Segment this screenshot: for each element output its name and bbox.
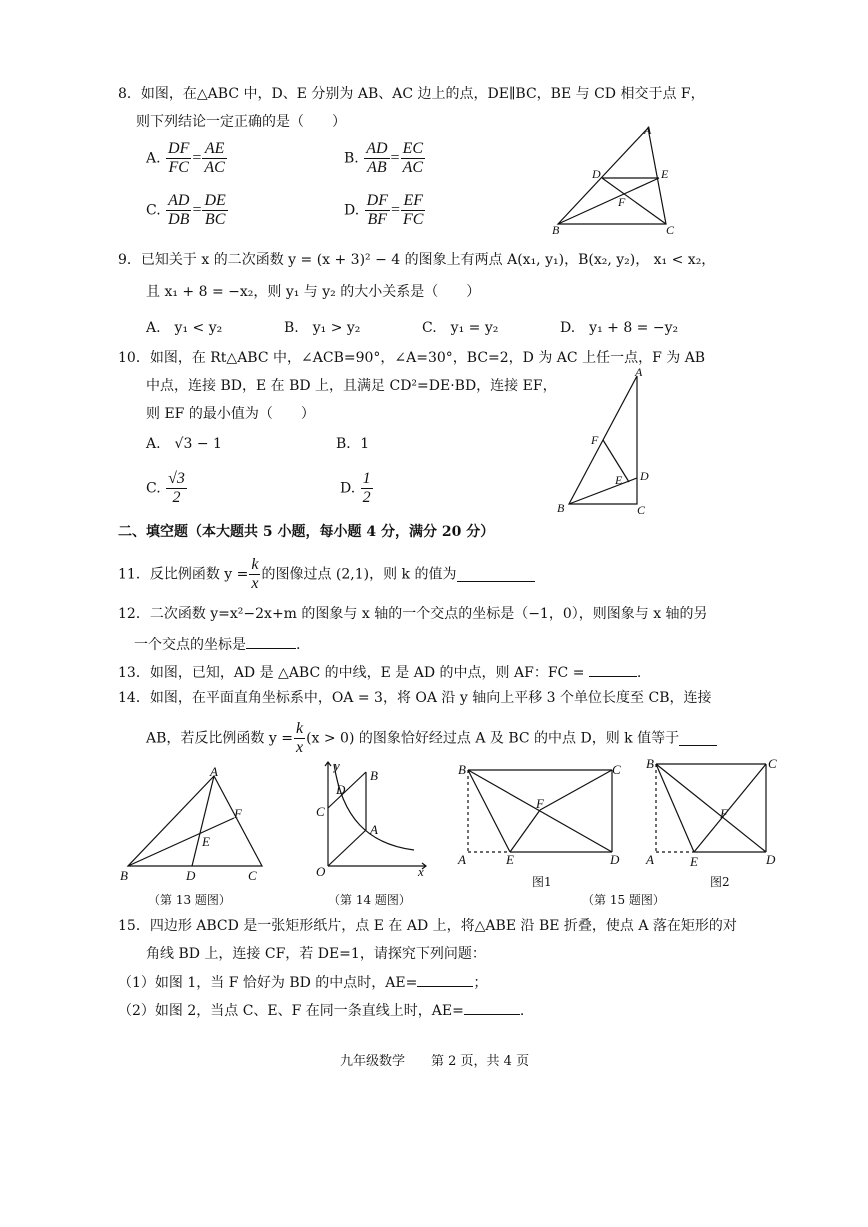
caption-fig14: （第 14 题图） <box>328 893 411 907</box>
label-f: F <box>234 806 242 821</box>
label-d: D <box>592 167 601 181</box>
segment-ef <box>510 810 540 852</box>
label-x: x <box>418 864 424 879</box>
label-a: A <box>635 365 643 379</box>
q14-line2: AB，若反比例函数 y = $\frac{k}{x}$ (x > 0) 的图象恰好经过点 A 及 BC 的中点 D，则 k 值等于 <box>146 720 717 757</box>
section-heading: 二、填空题（本大题共 5 小题，每小题 4 分，满分 20 分） <box>118 524 495 540</box>
segment-be <box>558 178 659 224</box>
q8-option-d: D. $\frac{DF}{BF}$ = $\frac{EF}{FC}$ <box>344 192 424 228</box>
label-fig1: 图1 <box>532 875 552 889</box>
segment-fc <box>540 770 612 810</box>
triangle-abc <box>558 128 666 224</box>
label-b: B <box>120 868 128 883</box>
q9-line2: 且 x₁ + 8 = −x₂，则 y₁ 与 y₂ 的大小关系是（ ） <box>146 284 481 300</box>
q14-answer-blank <box>679 731 717 746</box>
diagonal-bd <box>656 764 766 852</box>
q11: 11．反比例函数 y = $\frac{k}{x}$ 的图像过点 (2,1)，则 k 的值为 <box>118 556 535 593</box>
label-c: C <box>612 762 621 777</box>
q11-answer-blank <box>457 567 535 582</box>
label-d: D <box>336 782 346 797</box>
q12-line2: 一个交点的坐标是 . <box>134 634 300 655</box>
label-f: F <box>536 796 544 811</box>
q10-option-a: A. √3 − 1 <box>146 436 222 452</box>
q8-option-c: C. $\frac{AD}{DB}$ = $\frac{DE}{BC}$ <box>146 192 226 228</box>
q15-line2: 角线 BD 上，连接 CF，若 DE=1，请探究下列问题： <box>146 946 486 962</box>
q15-sub2-answer-blank <box>464 1000 520 1015</box>
q10-line3: 则 EF 的最小值为（ ） <box>146 406 315 422</box>
segment-cd <box>602 178 666 224</box>
segment-oa <box>328 830 366 866</box>
q9-option-c: C. y₁ = y₂ <box>422 320 499 336</box>
label-f: F <box>720 806 728 821</box>
segment-ecf <box>694 764 766 852</box>
label-e: E <box>506 852 514 867</box>
label-e: E <box>202 834 210 849</box>
q13: 13．如图，已知，AD 是 △ABC 的中线，E 是 AD 的中点，则 AF：FC = . <box>118 662 641 683</box>
fig15-figure2 <box>642 756 782 868</box>
label-a: A <box>458 852 466 867</box>
label-c: C <box>248 868 257 883</box>
q8-option-b: B. $\frac{AD}{AB}$ = $\frac{EC}{AC}$ <box>344 140 424 176</box>
caption-fig15: （第 15 题图） <box>582 893 665 907</box>
q8-line2: 则下列结论一定正确的是（ ） <box>136 114 346 130</box>
q9-option-a: A. y₁ < y₂ <box>146 320 223 336</box>
label-b: B <box>557 501 565 515</box>
q10-triangle-figure <box>555 365 655 517</box>
label-a: A <box>210 764 218 779</box>
label-d: D <box>766 852 776 867</box>
label-a: A <box>644 123 652 137</box>
fig14-coordinate-plot <box>308 758 432 882</box>
q15-sub1-answer-blank <box>417 972 473 987</box>
label-y: y <box>334 758 340 773</box>
label-e: E <box>690 854 698 869</box>
segment-bd <box>569 478 637 504</box>
label-d: D <box>610 852 620 867</box>
q13-answer-blank <box>589 662 637 677</box>
label-c: C <box>637 503 646 517</box>
q9-option-b: B. y₁ > y₂ <box>284 320 361 336</box>
q8-option-a: A. $\frac{DF}{FC}$ = $\frac{AE}{AC}$ <box>146 140 225 176</box>
label-d: D <box>186 868 196 883</box>
label-a: A <box>370 822 378 837</box>
q9-line1: 9．已知关于 x 的二次函数 y = (x + 3)² − 4 的图象上有两点 A(x₁, y₁)，B(x₂, y₂)， x₁ < x₂， <box>118 252 716 268</box>
segment-cb <box>328 772 366 808</box>
label-f: F <box>591 433 599 447</box>
q10-option-c: C. $\frac{√3}{2}$ <box>146 470 185 506</box>
label-b: B <box>552 223 560 237</box>
fold-be <box>656 764 694 852</box>
q10-option-b: B．1 <box>336 436 370 452</box>
page-footer: 九年级数学 第 2 页，共 4 页 <box>340 1054 530 1069</box>
label-f: F <box>618 195 626 209</box>
label-e: E <box>661 167 669 181</box>
q10-line1: 10．如图，在 Rt△ABC 中，∠ACB=90°，∠A=30°，BC=2，D 为 AC 上任一点，F 为 AB <box>118 350 706 366</box>
label-c: C <box>768 756 777 771</box>
label-o: O <box>316 864 326 879</box>
label-fig2: 图2 <box>710 875 730 889</box>
q10-line2: 中点，连接 BD，E 在 BD 上，且满足 CD²=DE·BD，连接 EF， <box>146 378 557 394</box>
label-b: B <box>370 768 378 783</box>
q15-line1: 15．四边形 ABCD 是一张矩形纸片，点 E 在 AD 上，将△ABE 沿 BE 折叠，使点 A 落在矩形的对 <box>118 918 737 934</box>
label-a: A <box>646 852 654 867</box>
q9-option-d: D. y₁ + 8 = −y₂ <box>560 320 679 336</box>
label-c: C <box>666 223 675 237</box>
q8-triangle-figure <box>550 122 680 237</box>
label-b: B <box>458 762 466 777</box>
q12-answer-blank <box>246 634 296 649</box>
caption-fig13: （第 13 题图） <box>148 893 231 907</box>
q14-line1: 14．如图，在平面直角坐标系中，OA = 3，将 OA 沿 y 轴向上平移 3 个单位长度至 CB，连接 <box>118 690 712 706</box>
segment-bf <box>128 818 234 866</box>
label-c: C <box>316 804 325 819</box>
q8-line1: 8．如图，在△ABC 中，D、E 分别为 AB、AC 边上的点，DE∥BC，BE 与 CD 相交于点 F， <box>118 86 705 102</box>
q10-option-d: D. $\frac{1}{2}$ <box>340 470 371 506</box>
fig13-triangle <box>116 766 272 884</box>
median-ad <box>192 776 214 866</box>
label-b: B <box>646 756 654 771</box>
q15-sub2: （2）如图 2，当点 C、E、F 在同一条直线上时，AE= . <box>118 1000 524 1021</box>
label-d: D <box>640 469 649 483</box>
q12-line1: 12．二次函数 y=x²−2x+m 的图象与 x 轴的一个交点的坐标是（−1，0），则图象与 x 轴的另 <box>118 606 708 622</box>
label-e: E <box>615 473 623 487</box>
q15-sub1: （1）如图 1，当 F 恰好为 BD 的中点时，AE= ； <box>118 972 487 993</box>
fig15-figure1 <box>454 762 626 866</box>
